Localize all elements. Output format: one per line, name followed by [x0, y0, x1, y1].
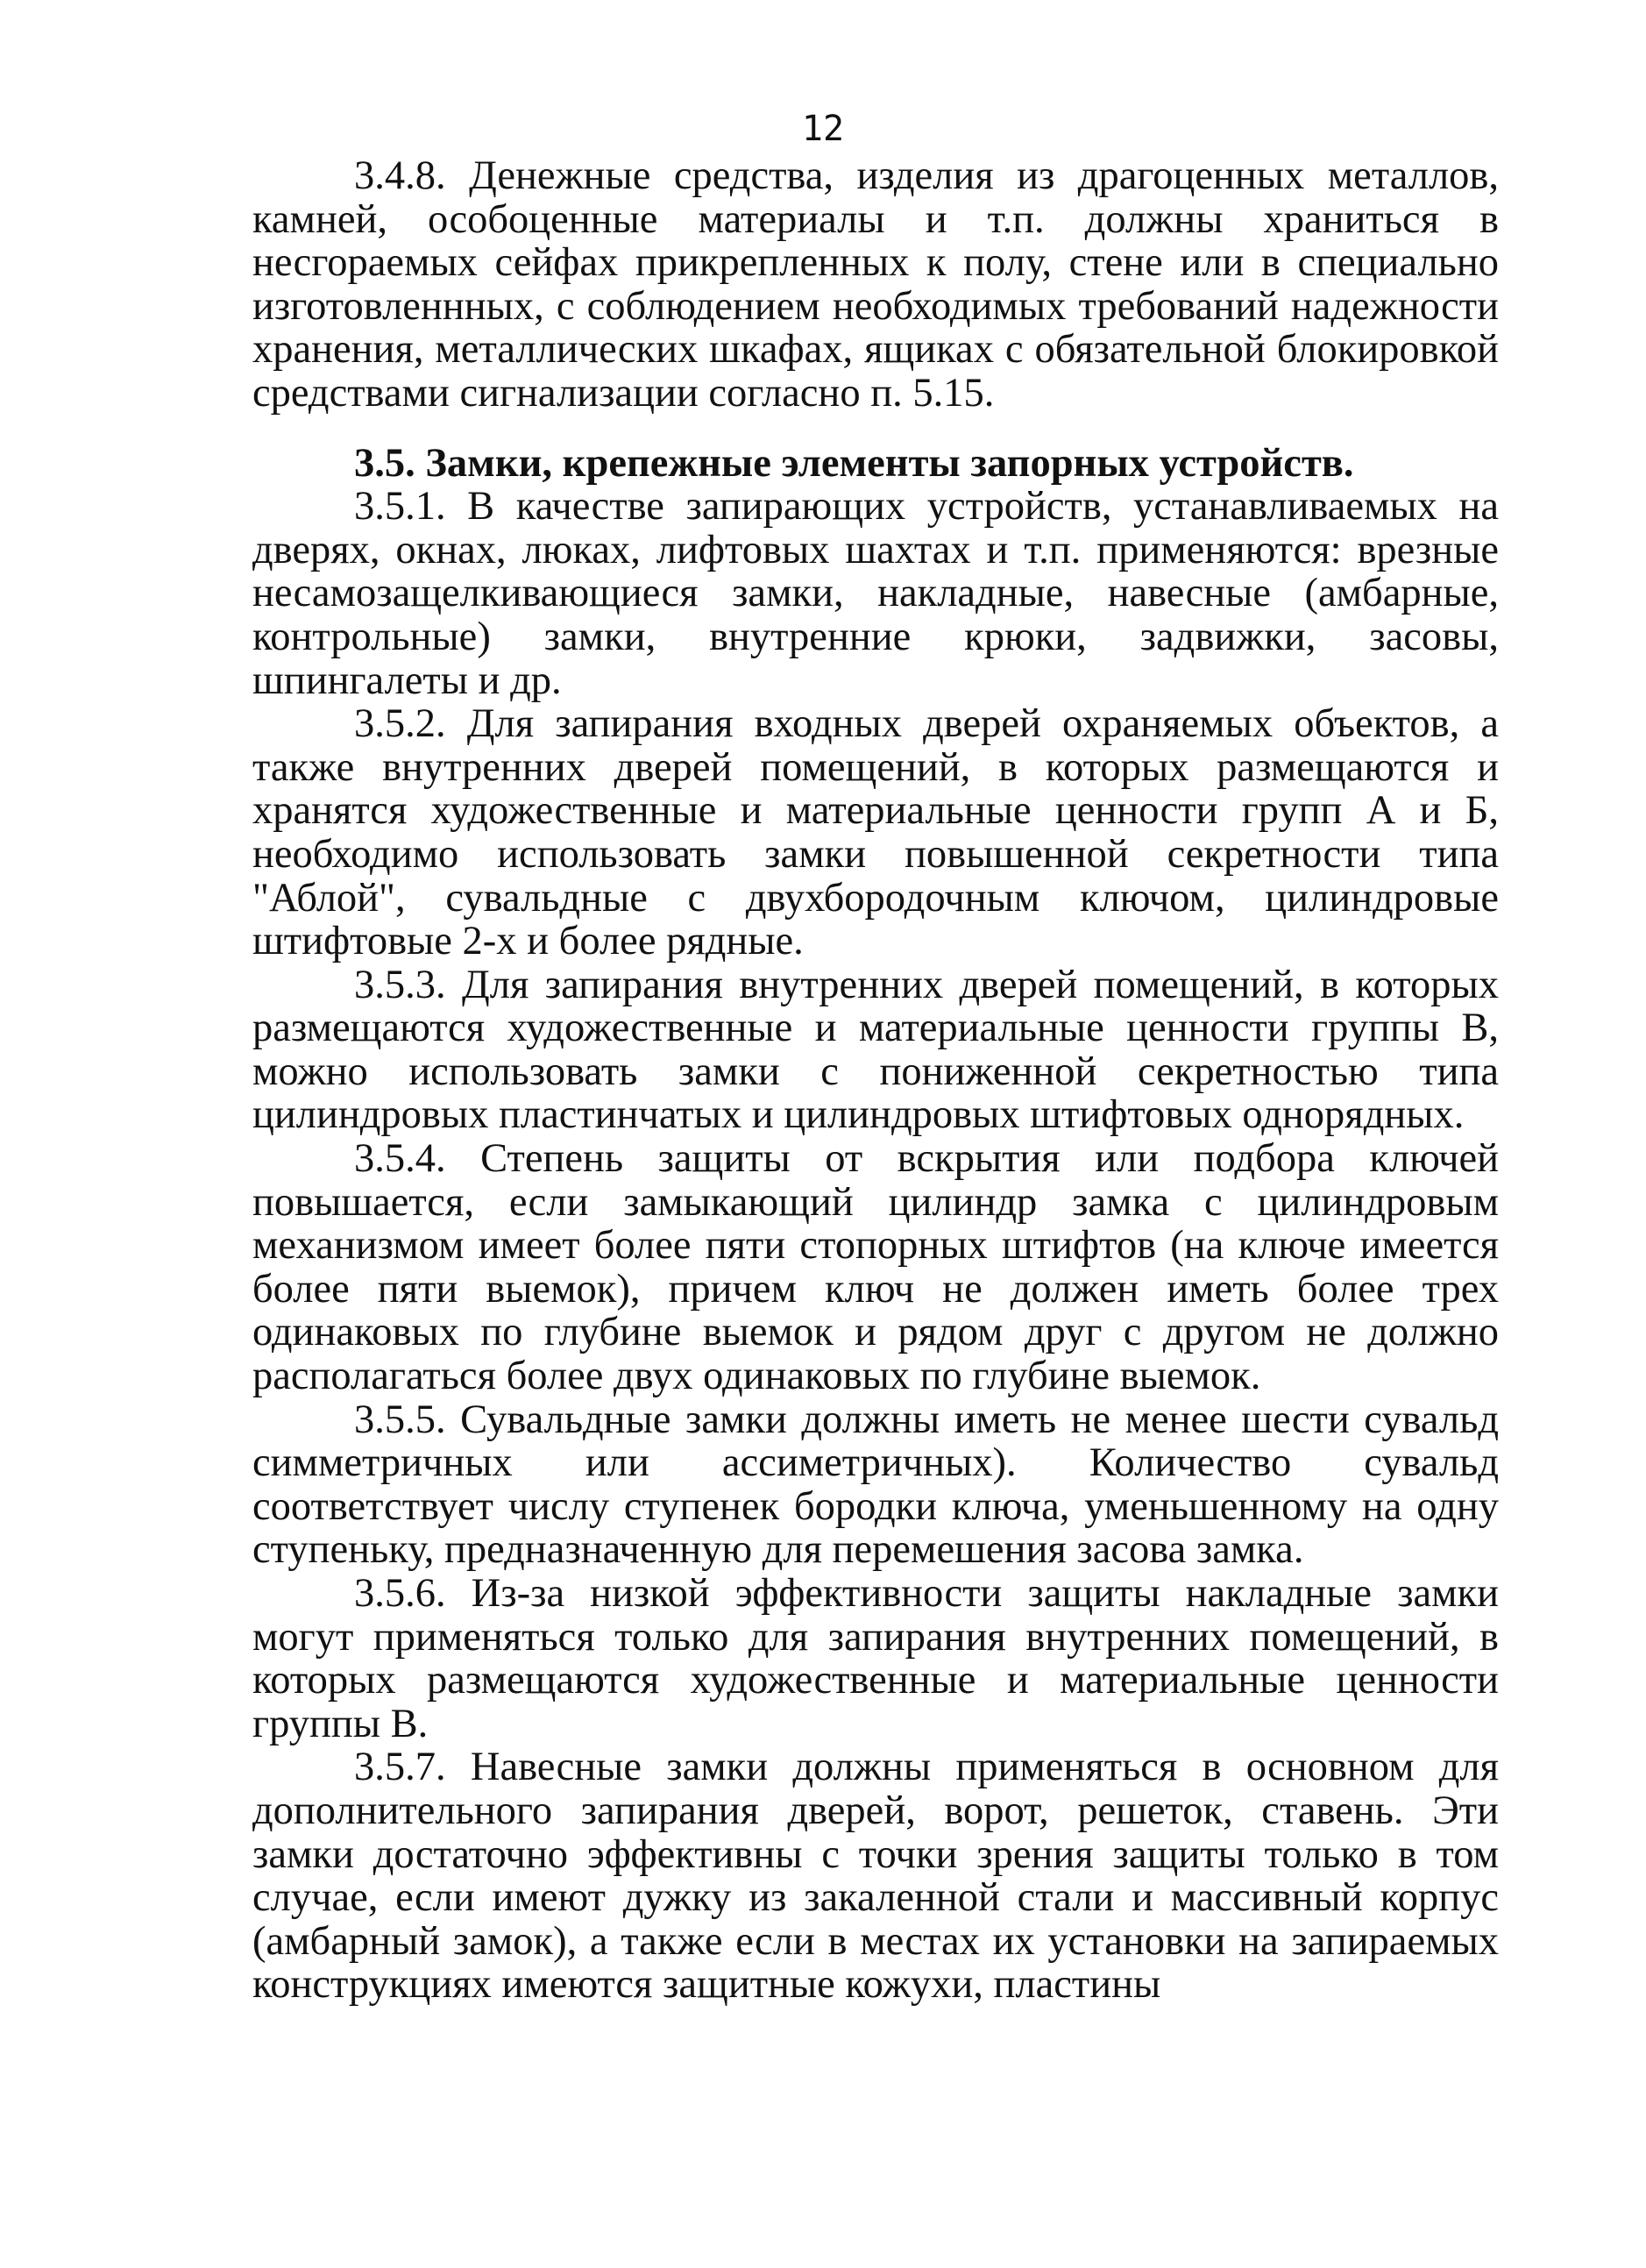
paragraph-3-5-4: 3.5.4. Степень защиты от вскрытия или подбора ключей повышается, если замыкающий цилиндр замка с цилиндровым механизмом имеет более пяти стопорных штифтов (на ключе имеется более пяти выемок), причем ключ не должен иметь более трех одинаковых по глубине выемок и рядом друг с другом не должно располагаться более двух одинаковых по глубине выемок.	[252, 1136, 1499, 1399]
section-heading-3-5: 3.5. Замки, крепежные элементы запорных устройств.	[354, 440, 1354, 486]
paragraph-3-5-2: 3.5.2. Для запирания входных дверей охраняемых объектов, а также внутренних дверей помещений, в которых размещаются и хранятся художественные и материальные ценности групп А и Б, необходимо использовать замки повышенной секретности типа "Аблой", сувальдные с двухбородочным ключом, цилиндровые штифтовые 2-х и более рядные.	[252, 701, 1499, 964]
paragraph-3-5-5: 3.5.5. Сувальдные замки должны иметь не менее шести сувальд симметричных или ассиметричных). Количество сувальд соответствует числу ступенек бородки ключа, уменьшенному на одну ступеньку, предназначенную для перемешения засова замка.	[252, 1397, 1499, 1573]
paragraph-3-5-3: 3.5.3. Для запирания внутренних дверей помещений, в которых размещаются художественные и материальные ценности группы В, можно использовать замки с пониженной секретностью типа цилиндровых пластинчатых и цилиндровых штифтовых однорядных.	[252, 962, 1499, 1138]
page-number: 12	[801, 109, 845, 149]
page-body	[252, 154, 1499, 2007]
paragraph-3-5-6: 3.5.6. Из-за низкой эффективности защиты накладные замки могут применяться только для запирания внутренних помещений, в которых размещаются художественные и материальные ценности группы В.	[252, 1571, 1499, 1746]
paragraph-3-4-8: 3.4.8. Денежные средства, изделия из драгоценных металлов, камней, особоценные материалы и т.п. должны храниться в несгораемых сейфах прикрепленных к полу, стене или в специально изготовленнных, с соблюдением необходимых требований надежности хранения, металлических шкафах, ящиках с обязательной блокировкой средствами сигнализации согласно п. 5.15.	[252, 153, 1499, 416]
paragraph-3-5-7: 3.5.7. Навесные замки должны применяться в основном для дополнительного запирания дверей, ворот, решеток, ставень. Эти замки достаточно эффективны с точки зрения защиты только в том случае, если имеют дужку из закаленной стали и массивный корпус (амбарный замок), а также если в местах их установки на запираемых конструкциях имеются защитные кожухи, пластины	[252, 1745, 1499, 2008]
paragraph-3-5-1: 3.5.1. В качестве запирающих устройств, устанавливаемых на дверях, окнах, люках, лифтовых шахтах и т.п. применяются: врезные несамозащелкивающиеся замки, накладные, навесные (амбарные, контрольные) замки, внутренние крюки, задвижки, засовы, шпингалеты и др.	[252, 484, 1499, 703]
